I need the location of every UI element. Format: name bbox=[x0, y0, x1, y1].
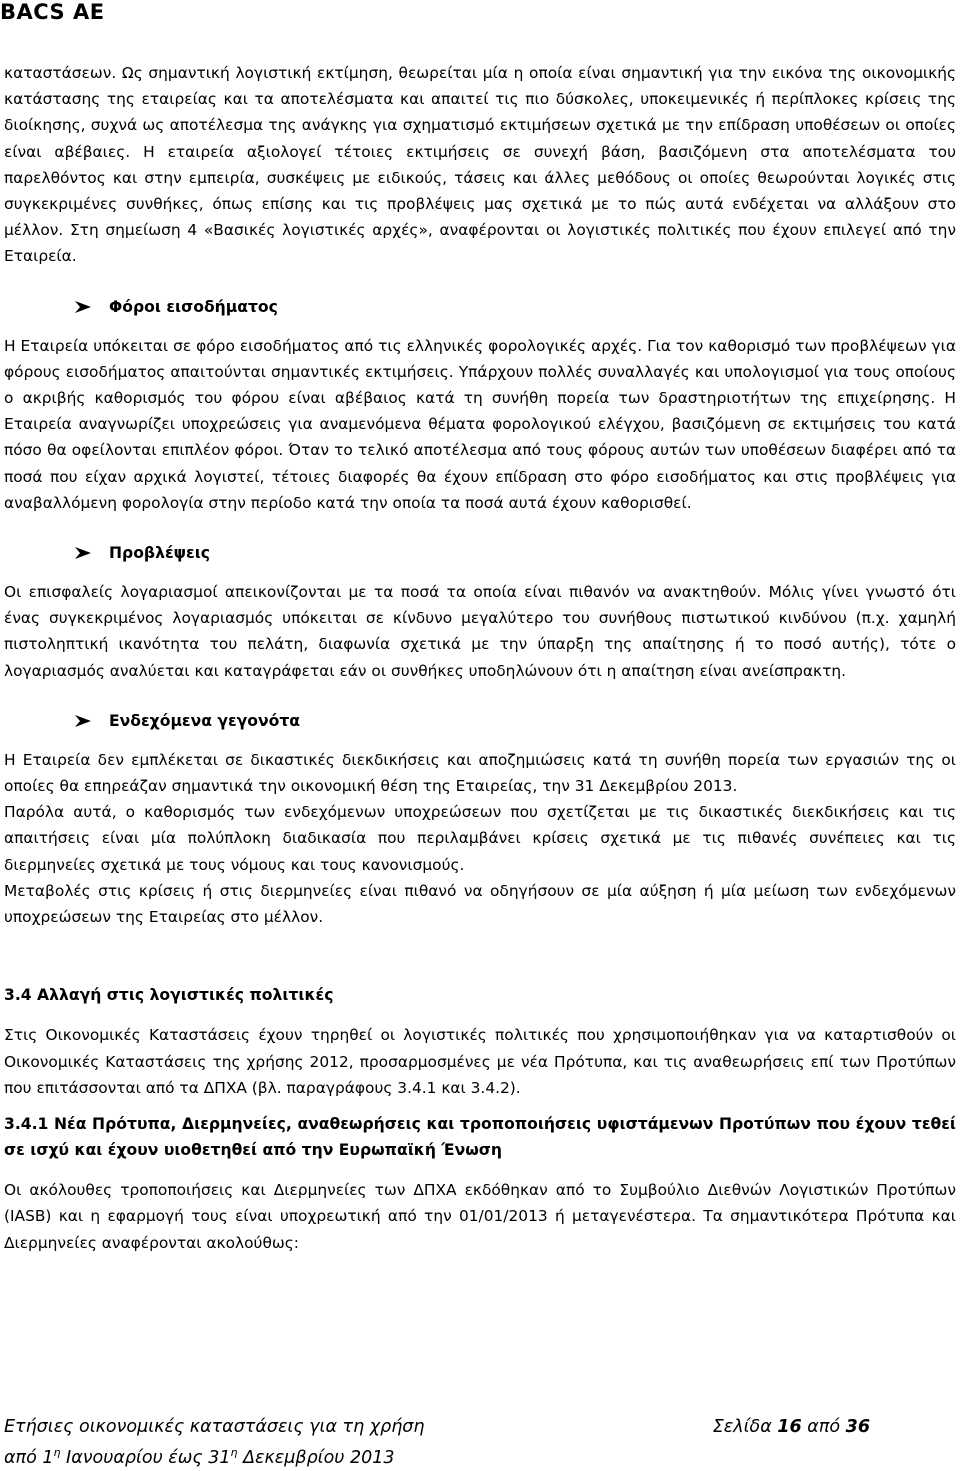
period-end: Δεκεμβρίου 2013 bbox=[237, 1448, 395, 1468]
provisions-paragraph: Οι επισφαλείς λογαριασμοί απεικονίζονται με τα ποσά τα οποία είναι πιθανόν να ανακτηθούν. Μόλις γίνει γνωστό ότι ένας συγκεκριμένος λογαριασμός υπόκειται σε κίνδυνο μεγαλύτερο του συνήθους πιστωτικού κινδύνου (π.χ. χαμηλή πιστοληπτική ικανότητα του πελάτη, διαφωνία σχετικά με την ύπαρξη της απαίτησης ή το ποσό αυτής), τότε ο λογαριασμός αναλύεται και καταγράφεται εάν οι συνθήκες υποδηλώνουν ότι η απαίτηση είναι ανείσπρακτη. bbox=[4, 583, 956, 680]
new-standards-paragraph: Οι ακόλουθες τροποποιήσεις και Διερμηνείες των ΔΠΧΑ εκδόθηκαν από το Συμβούλιο Διεθνών Λογιστικών Προτύπων (IASB) και η εφαρμογή τους είναι υποχρεωτική από την 01/01/2013 ή μεταγενέστερα. Τα σημαντικότερα Πρότυπα και Διερμηνείες αναφέρονται ακολούθως: bbox=[4, 1181, 956, 1252]
intro-paragraph: καταστάσεων. Ως σημαντική λογιστική εκτίμηση, θεωρείται μία η οποία είναι σημαντική για την εικόνα της οικονομικής κατάστασης της εταιρείας και τα αποτελέσματα και απαιτεί τις πιο δύσκολες, υποκειμενικές ή περίπλοκες κρίσεις της διοίκησης, συχνά ως αποτέλεσμα της ανάγκης για σχηματισμό εκτιμήσεων σχετικά με την επίδραση υποθέσεων οι οποίες είναι αβέβαιες. Η εταιρεία αξιολογεί τέτοιες εκτιμήσεις σε συνεχή βάση, βασιζόμενη στα αποτελέσματα του παρελθόντος και στην εμπειρία, συσκέψεις με ειδικούς, τάσεις και άλλες μεθόδους οι οποίες θεωρούνται λογικές στις συγκεκριμένες συνθήκες, όπως επίσης και τις προβλέψεις μας σχετικά με το πώς αυτά ενδέχεται να αλλάξουν στο μέλλον. Στη σημείωση 4 «Βασικές λογιστικές αρχές», αναφέρονται οι λογιστικές πολιτικές που έχουν επιλεγεί από την Εταιρεία. bbox=[4, 64, 956, 266]
section-heading-policy-change: 3.4 Αλλαγή στις λογιστικές πολιτικές bbox=[4, 986, 334, 1005]
footer-report-title: Ετήσιες οικονομικές καταστάσεις για τη χρήση bbox=[4, 1417, 425, 1437]
section-heading-provisions bbox=[74, 540, 956, 566]
period-sup-2: η bbox=[230, 1446, 238, 1459]
document-body bbox=[4, 60, 956, 1256]
period-mid: Ιανουαρίου έως 31 bbox=[60, 1448, 231, 1468]
income-tax-paragraph: Η Εταιρεία υπόκειται σε φόρο εισοδήματος από τις ελληνικές φορολογικές αρχές. Για τον καθορισμό των προβλέψεων για φόρους εισοδήματος απαιτούνται σημαντικές εκτιμήσεις. Υπάρχουν πολλές συναλλαγές και υπολογισμοί για τους οποίους ο ακριβής καθορισμός του φόρου είναι αβέβαιος κατά τη συνήθη πορεία των δραστηριοτήτων της επιχείρησης. Η Εταιρεία αναγνωρίζει υποχρεώσεις για αναμενόμενα θέματα φορολογικού ελέγχου, βασιζόμενη σε εκτιμήσεις του κατά πόσο θα οφείλονται επιπλέον φόροι. Όταν το τελικό αποτέλεσμα από τους φόρους αυτών των υποθέσεων διαφέρει από τα ποσά που είχαν αρχικά λογιστεί, τέτοιες διαφορές θα έχουν επίδραση στο φόρο εισοδήματος και στις προβλέψεις για αναβαλλόμενη φορολογία στην περίοδο κατά την οποία τα ποσά αυτά έχουν καθορισθεί. bbox=[4, 336, 956, 512]
contingent-paragraph-3: Μεταβολές στις κρίσεις ή στις διερμηνείες είναι πιθανό να οδηγήσουν σε μία αύξηση ή μία μείωση των ενδεχόμενων υποχρεώσεων της Εταιρείας στο μέλλον. bbox=[4, 881, 956, 927]
arrowhead-bullet-icon bbox=[74, 300, 92, 314]
section-heading-income-tax bbox=[74, 294, 956, 320]
contingent-paragraph-2: Παρόλα αυτά, ο καθορισμός των ενδεχόμενων υποχρεώσεων που σχετίζεται με τις δικαστικές διεκδικήσεις και τις απαιτήσεις είναι μία πολύπλοκη διαδικασία που περιλαμβάνει κρίσεις σχετικά με τις πιθανές συνέπειες και τις διερμηνείες σχετικά με τους νόμους και τους κανονισμούς. bbox=[4, 803, 956, 874]
page-word: Σελίδα bbox=[712, 1417, 772, 1437]
period-from: από 1 bbox=[4, 1448, 54, 1468]
document-footer bbox=[4, 1414, 870, 1471]
policy-change-paragraph: Στις Οικονομικές Καταστάσεις έχουν τηρηθεί οι λογιστικές πολιτικές που χρησιμοποιήθηκαν για να καταρτισθούν οι Οικονομικές Καταστάσεις της χρήσης 2012, προσαρμοσμένες με νέα Πρότυπα, και τις αναθεωρήσεις επί των Προτύπων που επιτάσσονται από τα ΔΠΧΑ (βλ. παραγράφους 3.4.1 και 3.4.2). bbox=[4, 1026, 956, 1097]
page-current: 16 bbox=[777, 1417, 802, 1437]
section-heading-new-standards: 3.4.1 Νέα Πρότυπα, Διερμηνείες, αναθεωρήσεις και τροποποιήσεις υφιστάμενων Προτύπων που έχουν τεθεί σε ισχύ και έχουν υιοθετηθεί από την Ευρωπαϊκή Ένωση bbox=[4, 1115, 956, 1160]
heading-label: Ενδεχόμενα γεγονότα bbox=[109, 711, 300, 730]
page-total: 36 bbox=[845, 1417, 870, 1437]
document-header-title: BACS AE bbox=[0, 0, 105, 24]
arrowhead-bullet-icon bbox=[74, 546, 92, 560]
period-sup-1: η bbox=[53, 1446, 61, 1459]
footer-period bbox=[4, 1440, 870, 1471]
page-of-word: από bbox=[807, 1417, 841, 1437]
arrowhead-bullet-icon bbox=[74, 714, 92, 728]
heading-label: Προβλέψεις bbox=[109, 543, 211, 562]
heading-label: Φόροι εισοδήματος bbox=[109, 297, 278, 316]
footer-page-number bbox=[713, 1414, 870, 1440]
contingent-paragraph-1: Η Εταιρεία δεν εμπλέκεται σε δικαστικές διεκδικήσεις και αποζημιώσεις κατά τη συνήθη πορεία των εργασιών της οι οποίες θα επηρεάζαν σημαντικά την οικονομική θέση της Εταιρείας, την 31 Δεκεμβρίου 2013. bbox=[4, 750, 956, 796]
section-heading-contingent bbox=[74, 708, 956, 734]
